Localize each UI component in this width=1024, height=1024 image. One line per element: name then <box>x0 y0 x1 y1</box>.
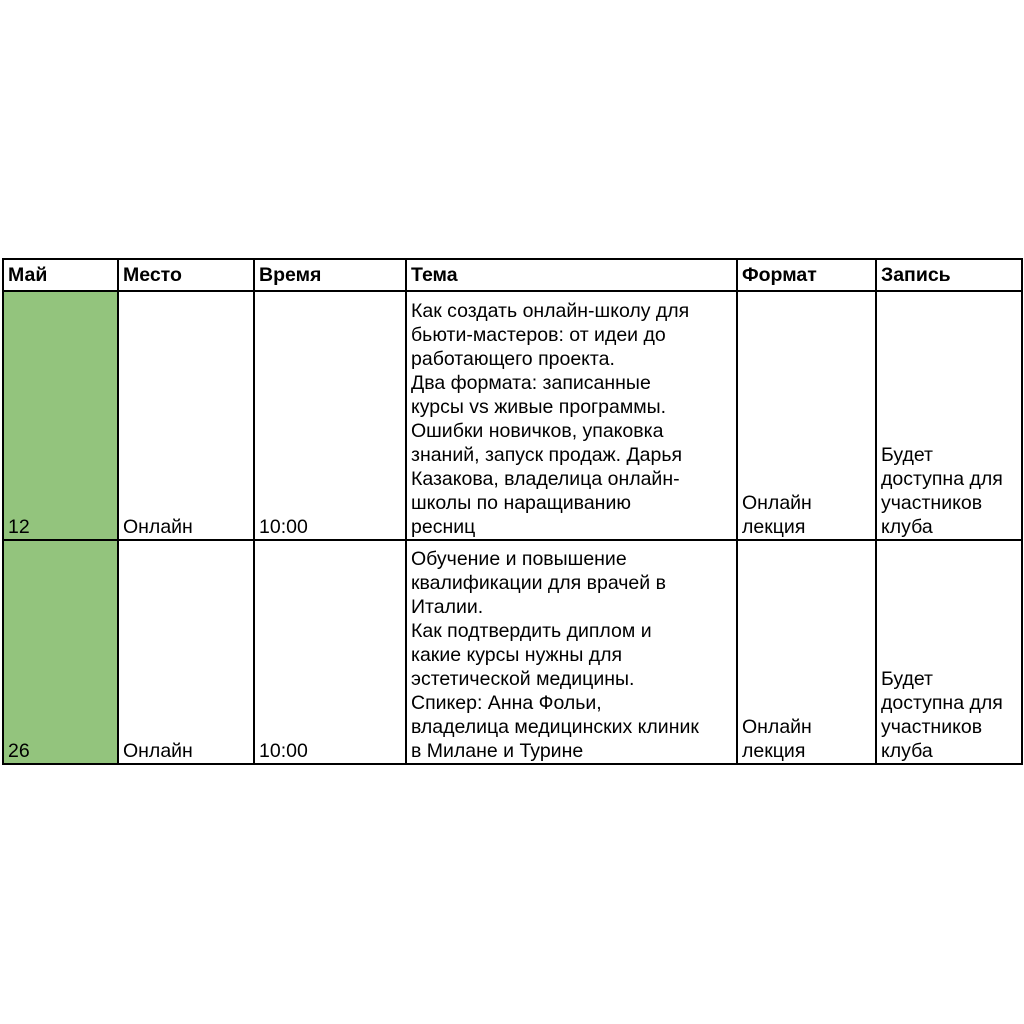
time-cell: 10:00 <box>254 291 406 540</box>
format-cell: Онлайн лекция <box>737 540 876 764</box>
header-format: Формат <box>737 259 876 291</box>
place-cell: Онлайн <box>118 291 254 540</box>
recording-cell: Будет доступна для участников клуба <box>876 291 1022 540</box>
events-schedule-table <box>2 258 1023 765</box>
day-cell: 26 <box>3 540 118 764</box>
topic-cell: Как создать онлайн-школу для бьюти-мастеров: от идеи до работающего проекта. Два формата: записанные курсы vs живые программы. Ошибки новичков, упаковка знаний, запуск продаж. Дарья Казакова, владелица онлайн- школы по наращиванию ресниц <box>406 291 737 540</box>
format-cell: Онлайн лекция <box>737 291 876 540</box>
table-row <box>3 291 1022 540</box>
day-cell: 12 <box>3 291 118 540</box>
header-time: Время <box>254 259 406 291</box>
topic-cell: Обучение и повышение квалификации для врачей в Италии. Как подтвердить диплом и какие курсы нужны для эстетической медицины. Спикер: Анна Фольи, владелица медицинских клиник в Милане и Турине <box>406 540 737 764</box>
header-month: Май <box>3 259 118 291</box>
table-header-row <box>3 259 1022 291</box>
header-topic: Тема <box>406 259 737 291</box>
time-cell: 10:00 <box>254 540 406 764</box>
table-row <box>3 540 1022 764</box>
header-place: Место <box>118 259 254 291</box>
header-recording: Запись <box>876 259 1022 291</box>
recording-cell: Будет доступна для участников клуба <box>876 540 1022 764</box>
place-cell: Онлайн <box>118 540 254 764</box>
